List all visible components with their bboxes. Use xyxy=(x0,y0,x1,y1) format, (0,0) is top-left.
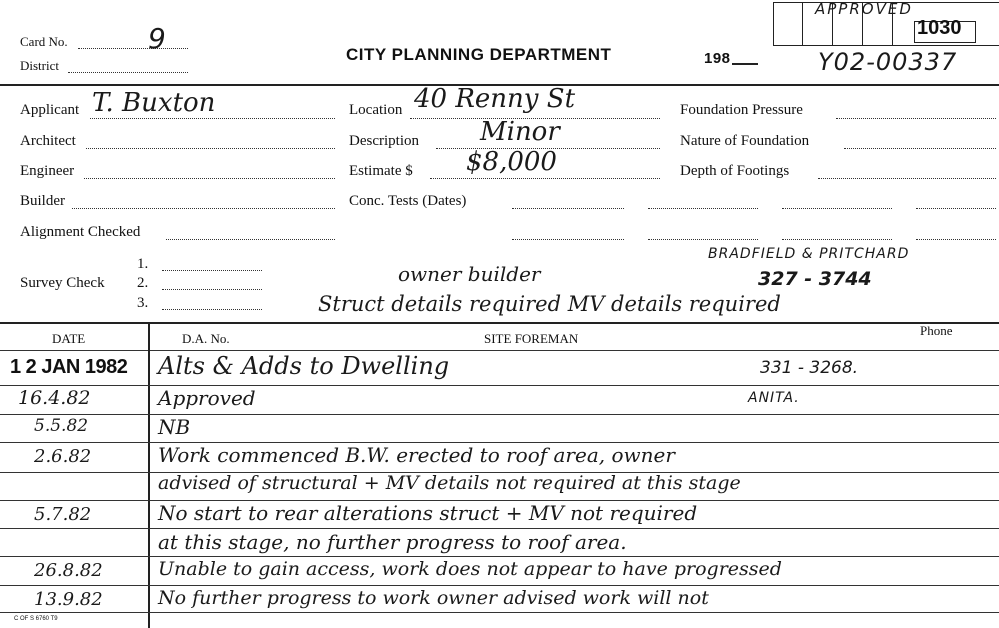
builder-phone: 327 - 3744 xyxy=(758,268,872,290)
description-value: Minor xyxy=(480,117,560,147)
page-title: CITY PLANNING DEPARTMENT xyxy=(346,45,612,64)
log-date-8: 13.9.82 xyxy=(34,589,103,610)
row-line xyxy=(0,612,999,613)
log-date-3: 2.6.82 xyxy=(34,446,92,467)
log-text-3: Work commenced B.W. erected to roof area, owner xyxy=(158,443,675,467)
conc-line-3 xyxy=(648,208,758,209)
file-number: Y02-00337 xyxy=(818,48,958,76)
foundation-pressure-line xyxy=(836,118,996,119)
conc-line-7 xyxy=(916,208,996,209)
conc-line-5 xyxy=(782,208,892,209)
location-value: 40 Renny St xyxy=(414,84,576,114)
card-no-label: Card No. xyxy=(20,34,68,49)
log-text-2: NB xyxy=(158,415,191,439)
log-date-7: 26.8.82 xyxy=(34,560,103,581)
survey-line-1 xyxy=(162,270,262,271)
col-date: DATE xyxy=(52,331,86,346)
log-text-8: No further progress to work owner advised work will not xyxy=(158,587,709,609)
box-number: 1030 xyxy=(917,17,962,39)
conc-line-4 xyxy=(648,239,758,240)
year-dash xyxy=(732,63,758,65)
alignment-label: Alignment Checked xyxy=(20,224,141,240)
foundation-pressure-label: Foundation Pressure xyxy=(680,102,803,118)
applicant-label: Applicant xyxy=(20,102,80,118)
depth-footings-label: Depth of Footings xyxy=(680,163,790,179)
row-line xyxy=(0,385,999,386)
year-prefix: 198 xyxy=(704,50,731,67)
log-text-4: advised of structural + MV details not required at this stage xyxy=(158,472,741,494)
estimate-value: $8,000 xyxy=(466,147,557,177)
conc-tests-label: Conc. Tests (Dates) xyxy=(349,193,467,209)
log-text-0: Alts & Adds to Dwelling xyxy=(158,352,450,380)
architect-label: Architect xyxy=(20,133,76,149)
approved-stamp: APPROVED xyxy=(815,0,913,18)
location-label: Location xyxy=(349,102,403,118)
log-text-5: No start to rear alterations struct + MV not required xyxy=(158,501,698,525)
applicant-value: T. Buxton xyxy=(92,88,216,118)
survey-item-3: 3. xyxy=(137,295,149,311)
row-line xyxy=(0,585,999,586)
footer-code: C OF S 6760 T9 xyxy=(14,616,58,622)
col-site-foreman: SITE FOREMAN xyxy=(484,331,579,346)
builder-label: Builder xyxy=(20,193,65,209)
district-label: District xyxy=(20,58,59,73)
survey-item-1: 1. xyxy=(137,256,149,272)
row-line xyxy=(0,528,999,529)
conc-line-1 xyxy=(512,208,624,209)
col-phone: Phone xyxy=(920,323,953,338)
description-label: Description xyxy=(349,133,419,149)
depth-footings-line xyxy=(818,178,996,179)
log-text-1: Approved xyxy=(158,386,256,410)
builder-line xyxy=(72,208,335,209)
survey-line-2 xyxy=(162,289,262,290)
log-date-2: 5.5.82 xyxy=(34,416,89,436)
builder-name: BRADFIELD & PRITCHARD xyxy=(708,246,910,262)
log-text-7: Unable to gain access, work does not appear to have progressed xyxy=(158,558,782,580)
district-line xyxy=(68,72,188,73)
conc-line-6 xyxy=(782,239,892,240)
log-extra-1: ANITA. xyxy=(748,390,800,406)
log-extra-0: 331 - 3268. xyxy=(760,358,859,378)
nature-foundation-label: Nature of Foundation xyxy=(680,133,810,149)
applicant-line xyxy=(90,118,335,119)
survey-check-label: Survey Check xyxy=(20,275,105,291)
log-date-1: 16.4.82 xyxy=(18,387,91,409)
details-required-note: Struct details required MV details required xyxy=(318,292,781,316)
log-text-6: at this stage, no further progress to roof area. xyxy=(158,530,627,554)
architect-line xyxy=(86,148,335,149)
conc-line-8 xyxy=(916,239,996,240)
engineer-line xyxy=(84,178,335,179)
estimate-label: Estimate $ xyxy=(349,163,413,179)
log-date-0: 1 2 JAN 1982 xyxy=(10,356,128,378)
alignment-line xyxy=(166,239,335,240)
engineer-label: Engineer xyxy=(20,163,75,179)
survey-line-3 xyxy=(162,309,262,310)
date-col-divider xyxy=(148,322,150,628)
nature-foundation-line xyxy=(844,148,996,149)
conc-line-2 xyxy=(512,239,624,240)
log-date-5: 5.7.82 xyxy=(34,504,92,525)
card-no-value: 9 xyxy=(148,22,166,55)
card-no-line xyxy=(78,48,188,49)
estimate-line xyxy=(430,178,660,179)
owner-builder-note: owner builder xyxy=(398,262,541,286)
row-line xyxy=(0,556,999,557)
col-da-no: D.A. No. xyxy=(182,331,230,346)
survey-item-2: 2. xyxy=(137,275,149,291)
row-line xyxy=(0,414,999,415)
